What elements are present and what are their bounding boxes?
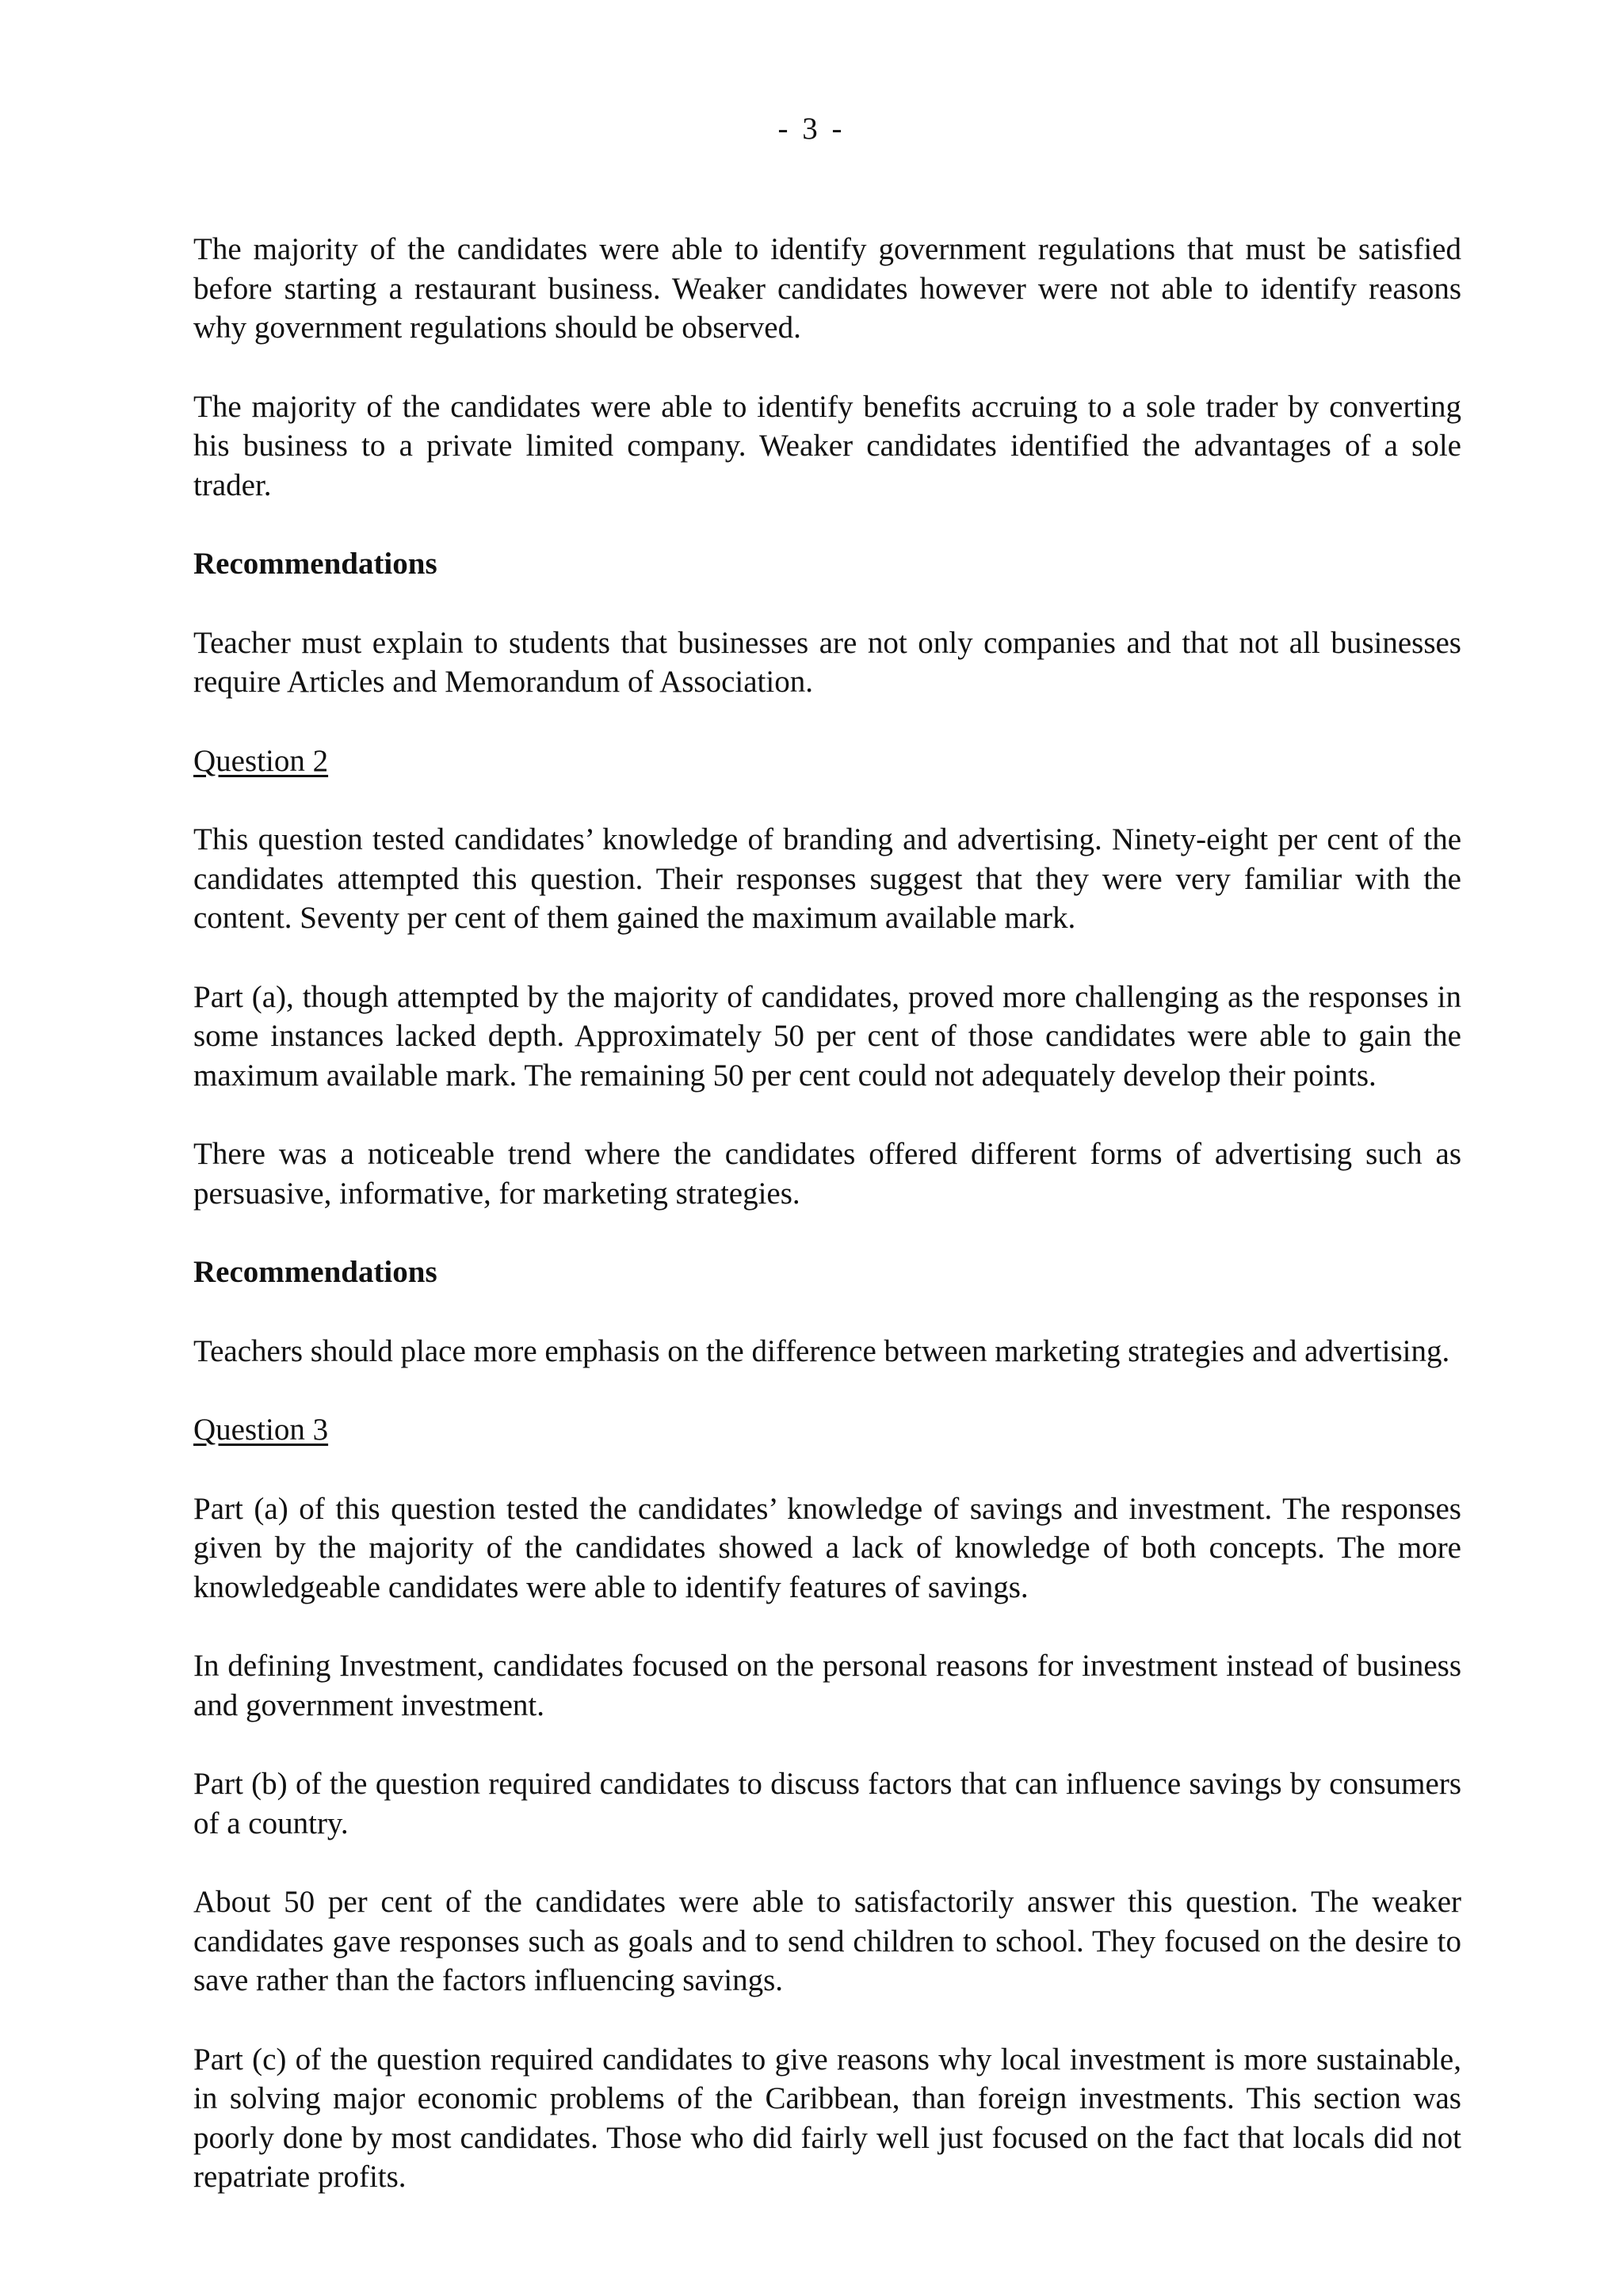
section-heading-recommendations: Recommendations: [193, 547, 437, 581]
section-heading-recommendations-2: Recommendations: [193, 1255, 437, 1289]
page-number: - 3 -: [777, 112, 846, 146]
paragraph-regulations: The majority of the candidates were able to identify government regulations that must be satisfied before starting a restaurant business. Weaker candidates however were not able to identify reasons why government regulations should be observed.: [193, 232, 1461, 345]
paragraph-question-3-investment: In defining Investment, candidates focused on the personal reasons for investment instead of business and government investment.: [193, 1649, 1461, 1722]
paragraph-recommendation-2: Teachers should place more emphasis on the difference between marketing strategies and advertising.: [193, 1333, 1450, 1368]
question-heading-3: Question 3: [193, 1413, 329, 1447]
paragraph-question-3-part-b: Part (b) of the question required candidates to discuss factors that can influence savings by consumers of a country.: [193, 1767, 1461, 1840]
paragraph-recommendation-1: Teacher must explain to students that businesses are not only companies and that not all businesses require Articles and Memorandum of Association.: [193, 625, 1461, 699]
paragraph-question-3-results: About 50 per cent of the candidates were able to satisfactorily answer this question. The weaker candidates gave responses such as goals and to send children to school. They focused on the desire to save rather than the factors influencing savings.: [193, 1885, 1461, 1997]
paragraph-sole-trader: The majority of the candidates were able to identify benefits accruing to a sole trader by converting his business to a private limited company. Weaker candidates identified the advantages of a sole trader.: [193, 389, 1461, 502]
paragraph-question-3-part-a: Part (a) of this question tested the candidates’ knowledge of savings and investment. The responses given by the majority of the candidates showed a lack of knowledge of both concepts. The more knowledgeable candidates were able to identify features of savings.: [193, 1491, 1461, 1604]
paragraph-question-3-part-c: Part (c) of the question required candidates to give reasons why local investment is more sustainable, in solving major economic problems of the Caribbean, than foreign investments. This section was poorly done by most candidates. Those who did fairly well just focused on the fact that locals did not repatriate profits.: [193, 2042, 1461, 2194]
paragraph-question-2-intro: This question tested candidates’ knowledge of branding and advertising. Ninety-eight per cent of the candidates attempted this question. Their responses suggest that they were very familiar with the content. Seventy per cent of them gained the maximum available mark.: [193, 822, 1461, 935]
paragraph-question-2-trend: There was a noticeable trend where the candidates offered different forms of advertising such as persuasive, informative, for marketing strategies.: [193, 1137, 1461, 1211]
question-heading-2: Question 2: [193, 743, 329, 778]
document-body: [193, 230, 1461, 2237]
paragraph-question-2-part-a: Part (a), though attempted by the majority of candidates, proved more challenging as the responses in some instances lacked depth. Approximately 50 per cent of those candidates were able to gain the maximum available mark. The remaining 50 per cent could not adequately develop their points.: [193, 979, 1461, 1093]
